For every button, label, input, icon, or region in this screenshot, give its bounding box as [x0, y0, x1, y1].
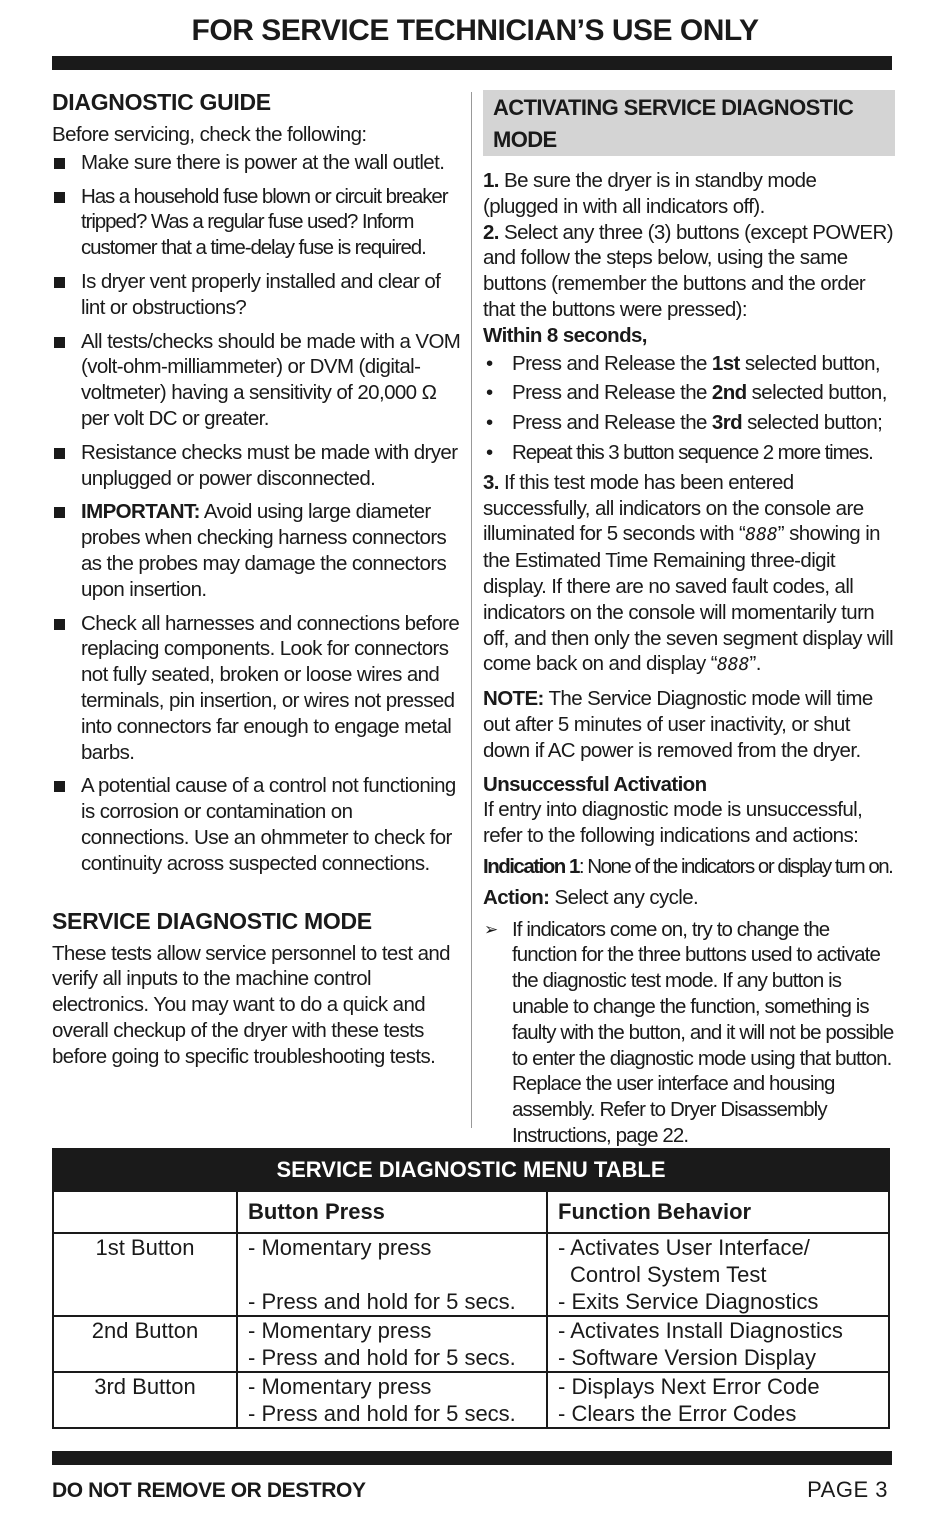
checklist-item-important: [52, 499, 462, 602]
checklist-item: All tests/checks should be made with a VOM (volt-ohm-milliammeter) or DVM (digital-voltmeter) having a sensitivity of 20,000 Ω per volt DC or greater.: [52, 329, 462, 432]
step-1: [483, 168, 895, 220]
table-header-button-press: Button Press: [237, 1191, 547, 1233]
checklist-item: Resistance checks must be made with dryer unplugged or power disconnected.: [52, 440, 462, 492]
action: Action: Select any cycle.: [483, 885, 699, 909]
unsuccessful-text: If entry into diagnostic mode is unsuccessful, refer to the following indications and actions:: [483, 798, 863, 848]
footer-rule: [52, 1451, 892, 1465]
unsuccessful-heading: Unsuccessful Activation: [483, 772, 707, 796]
service-mode-text: These tests allow service personnel to test and verify all inputs to the machine control electronics. You may want to do a quick and overall checkup of the dryer with these tests before going to specific troubleshooting tests.: [52, 941, 450, 1068]
function-behavior-cell: - Activates Install Diagnostics - Software Version Display: [547, 1316, 889, 1372]
function-behavior-cell: - Activates User Interface/ Control System Test - Exits Service Diagnostics: [547, 1233, 889, 1316]
table-row: [53, 1233, 889, 1316]
checklist-item: Is dryer vent properly installed and clear of lint or obstructions?: [52, 269, 462, 321]
guide-intro: Before servicing, check the following:: [52, 123, 367, 146]
press-item: • Press and Release the 2nd selected button,: [483, 380, 895, 406]
left-column: [52, 88, 462, 1070]
diagnostic-guide-heading: DIAGNOSTIC GUIDE: [52, 89, 271, 115]
checklist-item: A potential cause of a control not functioning is corrosion or contamination on connections. Use an ohmmeter to check for continuity across suspected connections.: [52, 773, 462, 876]
row-label: 2nd Button: [53, 1316, 237, 1372]
action-steps: [483, 917, 895, 1149]
function-behavior-cell: - Displays Next Error Code - Clears the Error Codes: [547, 1372, 889, 1428]
step-2: [483, 220, 895, 323]
checklist-item: Check all harnesses and connections before replacing components. Look for connectors not fully seated, broken or loose wires and terminals, pin insertion, or wires not pressed into connectors far enough to engage metal barbs.: [52, 611, 462, 766]
repeat-item: • Repeat this 3 button sequence 2 more times.: [483, 440, 895, 466]
page-header-title: FOR SERVICE TECHNICIAN’S USE ONLY: [191, 14, 759, 47]
button-press-cell: - Momentary press - Press and hold for 5 secs.: [237, 1372, 547, 1428]
seven-segment-display-text: 888: [716, 654, 750, 676]
important-text: Avoid using large diameter probes when checking harness connectors as the probes may damage the connectors upon insertion.: [81, 500, 447, 601]
step-number: 2.: [483, 220, 499, 244]
table-row: [53, 1372, 889, 1428]
step-3: 3. If this test mode has been entered successfully, all indicators on the console are illuminated for 5 seconds with “888” showing in the Estimated Time Remaining three-digit display. If there are no saved fault codes, all indicators on the console will momentarily turn off, and then only the seven segment display will come back on and display “888”.: [483, 470, 894, 676]
action-step-item: ➢ If indicators come on, try to change the function for the three buttons used to activate the diagnostic test mode. If any button is unable to change the function, something is faulty with the button, and it will not be possible to enter the diagnostic mode using that button. Replace the user interface and housing assembly. Refer to Dryer Disassembly Instructions, page 22.: [483, 917, 895, 1149]
guide-checklist: [52, 150, 462, 877]
note: NOTE: The Service Diagnostic mode will time out after 5 minutes of user inactivity, or shut down if AC power is removed from the dryer.: [483, 687, 873, 762]
service-mode-heading: SERVICE DIAGNOSTIC MODE: [52, 907, 372, 934]
column-divider: [471, 92, 472, 1128]
step-text: Select any three (3) buttons (except POWER) and follow the steps below, using the same buttons (remember the buttons and the order that the buttons were pressed):: [483, 220, 893, 321]
press-sequence-list: [483, 351, 895, 466]
table-header-function-behavior: Function Behavior: [547, 1191, 889, 1233]
press-item: • Press and Release the 1st selected button,: [483, 351, 895, 377]
activating-mode-heading: ACTIVATING SERVICE DIAGNOSTIC MODE: [483, 90, 895, 156]
within-label: Within 8 seconds,: [483, 323, 647, 347]
header-rule: [52, 56, 892, 70]
button-press-cell: - Momentary press - Press and hold for 5 secs.: [237, 1316, 547, 1372]
row-label: 3rd Button: [53, 1372, 237, 1428]
step-text: Be sure the dryer is in standby mode (plugged in with all indicators off).: [483, 169, 817, 218]
service-diagnostic-menu-table: [52, 1148, 890, 1429]
right-column: [483, 88, 895, 1149]
row-label: 1st Button: [53, 1233, 237, 1316]
table-caption: SERVICE DIAGNOSTIC MENU TABLE: [53, 1149, 889, 1191]
press-item: • Press and Release the 3rd selected button;: [483, 410, 895, 436]
checklist-item: Has a household fuse blown or circuit breaker tripped? Was a regular fuse used? Inform customer that a time-delay fuse is required.: [52, 184, 462, 261]
seven-segment-display-text: 888: [745, 524, 778, 546]
indication-1: Indication 1: None of the indicators or display turn on.: [483, 854, 893, 878]
page-number: PAGE 3: [807, 1477, 888, 1502]
checklist-item: Make sure there is power at the wall outlet.: [52, 150, 462, 176]
table-header-empty: [53, 1191, 237, 1233]
table-row: [53, 1316, 889, 1372]
button-press-cell: - Momentary press - Press and hold for 5 secs.: [237, 1233, 547, 1316]
footer-notice: DO NOT REMOVE OR DESTROY: [52, 1479, 366, 1502]
step-number: 1.: [483, 169, 499, 192]
important-label: IMPORTANT:: [81, 500, 200, 524]
